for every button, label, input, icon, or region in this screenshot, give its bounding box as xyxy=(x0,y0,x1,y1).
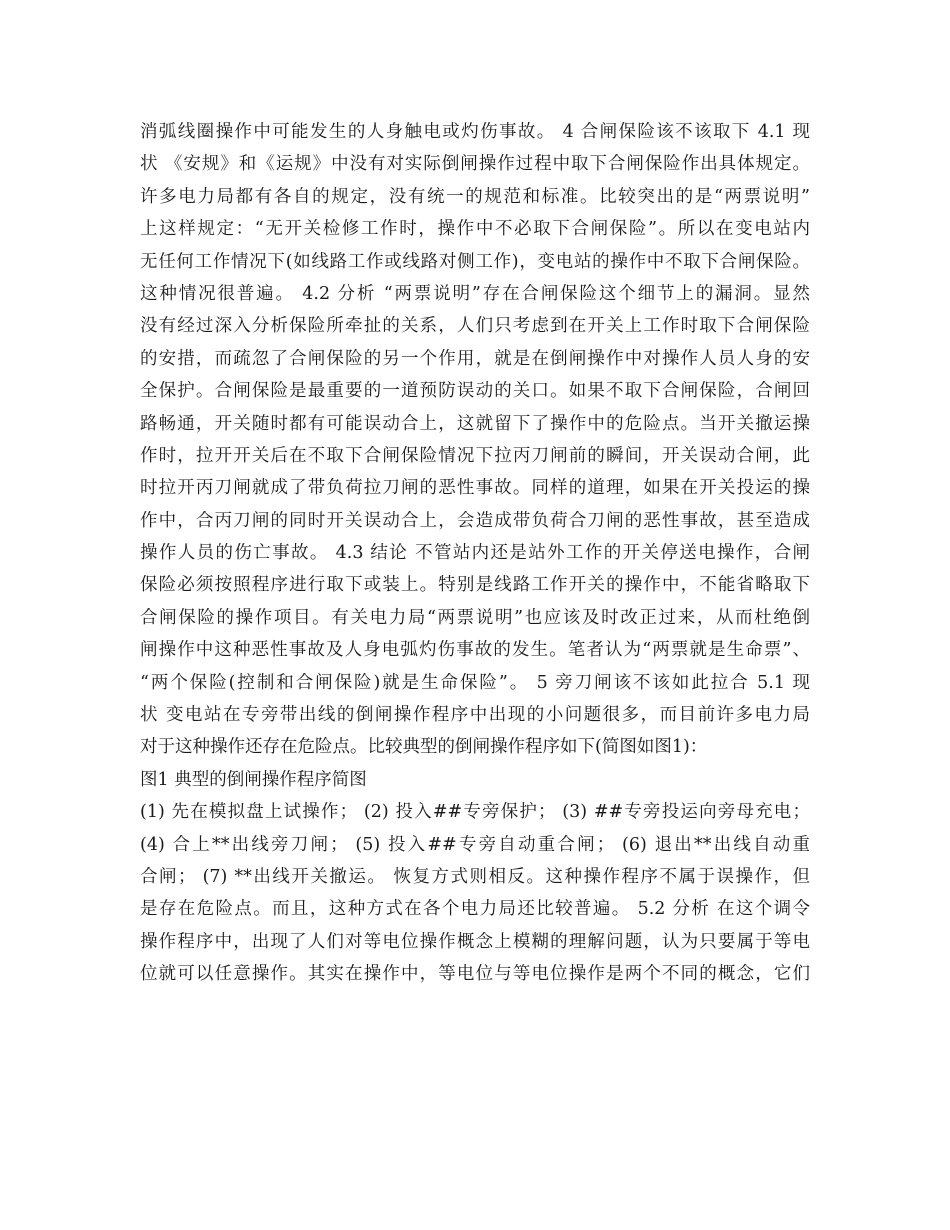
text-line: 操作人员的伤亡事故。 4.3 结论 不管站内还是站外工作的开关停送电操作，合闸 xyxy=(140,543,810,564)
text-line: 状 变电站在专旁带出线的倒闸操作程序中出现的小问题很多，而目前许多电力局 xyxy=(140,705,810,726)
figure-caption: 图1 典型的倒闸操作程序简图 xyxy=(140,769,367,790)
text-line: 作中，合丙刀闸的同时开关误动合上，会造成带负荷合刀闸的恶性事故，甚至造成 xyxy=(140,510,810,531)
text-line: 对于这种操作还存在危险点。比较典型的倒闸操作程序如下(简图如图1)： xyxy=(140,737,708,758)
text-line: 状 《安规》和《运规》中没有对实际倒闸操作过程中取下合闸保险作出具体规定。 xyxy=(140,154,810,175)
text-line: 这种情况很普遍。 4.2 分析 “两票说明”存在合闸保险这个细节上的漏洞。显然 xyxy=(140,283,810,304)
text-line: 上这样规定：“无开关检修工作时，操作中不必取下合闸保险”。所以在变电站内 xyxy=(140,219,810,240)
text-line: 全保护。合闸保险是最重要的一道预防误动的关口。如果不取下合闸保险，合闸回 xyxy=(140,381,810,402)
text-line: 操作程序中，出现了人们对等电位操作概念上模糊的理解问题，认为只要属于等电 xyxy=(140,931,810,952)
text-line: 的安措，而疏忽了合闸保险的另一个作用，就是在倒闸操作中对操作人员人身的安 xyxy=(140,348,810,369)
text-line: “两个保险(控制和合闸保险)就是生命保险”。 5 旁刀闸该不该如此拉合 5.1 现 xyxy=(140,672,810,693)
text-line: 闸操作中这种恶性事故及人身电弧灼伤事故的发生。笔者认为“两票就是生命票”、 xyxy=(140,640,810,661)
body-text xyxy=(140,116,810,991)
text-line: 路畅通，开关随时都有可能误动合上，这就留下了操作中的危险点。当开关撤运操 xyxy=(140,413,810,434)
text-line: 无任何工作情况下(如线路工作或线路对侧工作)，变电站的操作中不取下合闸保险。 xyxy=(140,251,810,272)
text-line: 许多电力局都有各自的规定，没有统一的规范和标准。比较突出的是“两票说明” xyxy=(140,186,810,207)
text-line: 时拉开丙刀闸就成了带负荷拉刀闸的恶性事故。同样的道理，如果在开关投运的操 xyxy=(140,478,810,499)
text-line: 作时，拉开开关后在不取下合闸保险情况下拉丙刀闸前的瞬间，开关误动合闸，此 xyxy=(140,445,810,466)
text-line: 是存在危险点。而且，这种方式在各个电力局还比较普遍。 5.2 分析 在这个调令 xyxy=(140,899,810,920)
text-line: (4) 合上**出线旁刀闸； (5) 投入##专旁自动重合闸； (6) 退出**出线自动重 xyxy=(140,834,810,855)
text-line: 合闸； (7) **出线开关撤运。 恢复方式则相反。这种操作程序不属于误操作，但 xyxy=(140,866,810,887)
text-line: 合闸保险的操作项目。有关电力局“两票说明”也应该及时改正过来，从而杜绝倒 xyxy=(140,607,810,628)
text-line: 位就可以任意操作。其实在操作中，等电位与等电位操作是两个不同的概念，它们 xyxy=(140,964,810,985)
text-line: 保险必须按照程序进行取下或装上。特别是线路工作开关的操作中，不能省略取下 xyxy=(140,575,810,596)
text-line: 没有经过深入分析保险所牵扯的关系，人们只考虑到在开关上工作时取下合闸保险 xyxy=(140,316,810,337)
text-line: 消弧线圈操作中可能发生的人身触电或灼伤事故。 4 合闸保险该不该取下 4.1 现 xyxy=(140,122,810,142)
text-line: (1) 先在模拟盘上试操作； (2) 投入##专旁保护； (3) ##专旁投运向旁母充电； xyxy=(140,802,810,823)
